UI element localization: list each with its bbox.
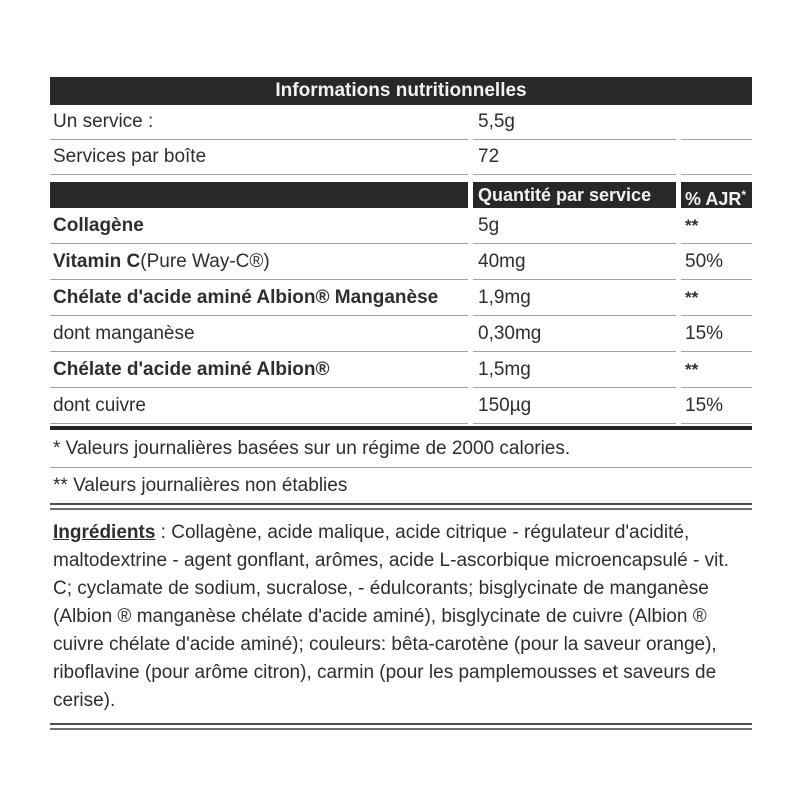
servings-per-box-label: Services par boîte: [50, 140, 468, 175]
daily-value-footnote: * Valeurs journalières basées sur un régime de 2000 calories.: [50, 430, 752, 468]
empty-cell: [681, 140, 752, 175]
nutrient-ajr: 50%: [681, 244, 752, 280]
header-quantity-per-serving: Quantité par service: [473, 182, 676, 208]
header-ajr-asterisk: *: [741, 188, 747, 202]
nutrient-row-chelate-manganese: [50, 280, 752, 316]
nutrient-label: Chélate d'acide aminé Albion®: [50, 352, 468, 388]
table-header-row: [50, 182, 752, 208]
ingredients-text: : Collagène, acide malique, acide citrique - régulateur d'acidité, maltodextrine - agent gonflant, arômes, acide L-ascorbique microencapsulé - vit. C; cyclamate de sodium, sucralose, - édulcorants; bisglycinate de manganèse (Albion ® manganèse chélate d'acide aminé), bisglycinate de cuivre (Albion ® cuivre chélate d'acide aminé); couleurs: bêta-carotène (pour la saveur orange), riboflavine (pour arôme citron), carmin (pour les pamplemousses et saveurs de cerise).: [53, 522, 729, 711]
nutrition-facts-panel: [50, 77, 752, 730]
nutrient-row-vitamin-c: [50, 244, 752, 280]
nutrient-ajr: 15%: [681, 316, 752, 352]
not-established-footnote: ** Valeurs journalières non établies: [53, 474, 348, 496]
nutrient-row-dont-cuivre: [50, 388, 752, 424]
header-empty-cell: [50, 182, 468, 208]
ingredients-section: [50, 510, 729, 723]
nutrient-quantity: 5g: [473, 208, 676, 244]
nutrient-quantity: 0,30mg: [473, 316, 676, 352]
nutrient-ajr: 15%: [681, 388, 752, 424]
nutrient-row-chelate-albion: [50, 352, 752, 388]
nutrient-row-collagene: [50, 208, 752, 244]
header-percent-ajr: [681, 182, 752, 208]
nutrient-quantity: 1,9mg: [473, 280, 676, 316]
nutrient-quantity: 150µg: [473, 388, 676, 424]
serving-size-value: 5,5g: [473, 105, 676, 140]
nutrient-row-dont-manganese: [50, 316, 752, 352]
double-divider: [50, 503, 752, 510]
empty-cell: [681, 105, 752, 140]
nutrient-ajr: **: [681, 208, 752, 244]
nutrient-label: Collagène: [50, 208, 468, 244]
double-divider-bottom: [50, 723, 752, 730]
servings-per-box-row: [50, 140, 752, 175]
nutrient-label: Chélate d'acide aminé Albion® Manganèse: [50, 280, 468, 316]
nutrient-ajr: **: [681, 280, 752, 316]
nutrient-quantity: 1,5mg: [473, 352, 676, 388]
serving-size-row: [50, 105, 752, 140]
nutrient-quantity: 40mg: [473, 244, 676, 280]
nutrient-label: dont manganèse: [50, 316, 468, 352]
nutrient-ajr: **: [681, 352, 752, 388]
panel-title-bar: [50, 77, 752, 105]
serving-size-label: Un service :: [50, 105, 468, 140]
header-percent-ajr-text: % AJR: [685, 189, 742, 209]
servings-per-box-value: 72: [473, 140, 676, 175]
panel-title: Informations nutritionnelles: [275, 80, 527, 101]
nutrient-label: dont cuivre: [50, 388, 468, 424]
nutrient-label: Vitamin C (Pure Way-C®): [50, 244, 468, 280]
ingredients-heading: Ingrédients: [53, 522, 156, 543]
